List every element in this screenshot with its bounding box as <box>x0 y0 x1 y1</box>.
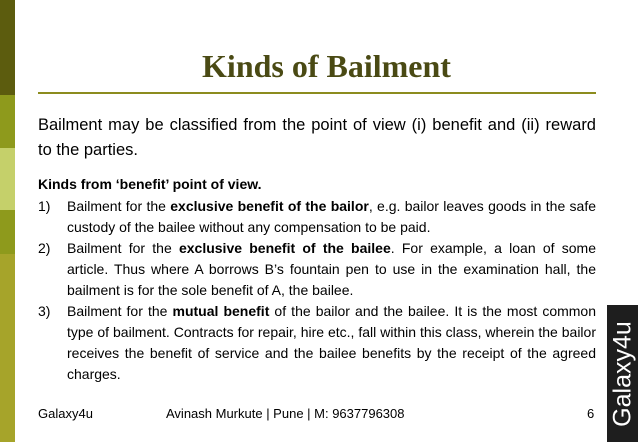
list-item <box>38 301 596 385</box>
logo-text: Galaxy4u <box>608 320 636 427</box>
item-text-before: Bailment for the <box>67 240 179 256</box>
list-item <box>38 196 596 238</box>
item-number: 3) <box>38 303 51 319</box>
section-subheading: Kinds from ‘benefit’ point of view. <box>38 176 262 192</box>
sidebar-segment <box>0 210 15 254</box>
item-bold-phrase: exclusive benefit of the bailee <box>178 240 391 256</box>
item-number: 2) <box>38 240 51 256</box>
item-bold-phrase: exclusive benefit of the bailor <box>170 198 369 214</box>
list-item <box>38 238 596 301</box>
item-number: 1) <box>38 198 51 214</box>
footer-brand: Galaxy4u <box>38 406 93 421</box>
galaxy4u-logo <box>607 305 638 442</box>
sidebar-segment <box>0 95 15 148</box>
page-number: 6 <box>587 406 595 421</box>
slide-title: Kinds of Bailment <box>202 48 451 84</box>
item-text-after: . For example, a loan of some article. Thus where A borrows B’s fountain pen to use in the examination hall, the bailment is for the sole benefit of A, the bailee. <box>67 240 597 298</box>
title-divider <box>38 92 596 94</box>
sidebar-segment <box>0 0 15 95</box>
item-text-before: Bailment for the <box>67 198 171 214</box>
decorative-sidebar <box>0 0 15 442</box>
footer-author: Avinash Murkute | Pune | M: 9637796308 <box>166 406 405 421</box>
sidebar-segment <box>0 254 15 442</box>
intro-paragraph: Bailment may be classified from the point of view (i) benefit and (ii) reward to the parties. <box>38 116 596 159</box>
item-text-after: , e.g. bailor leaves goods in the safe custody of the bailee without any compensation to be paid. <box>67 198 597 235</box>
bailment-kinds-list <box>38 196 596 385</box>
item-text-after: of the bailor and the bailee. It is the most common type of bailment. Contracts for repair, hire etc., fall within this class, wherein the bailor receives the benefit of service and the bailee benefits by the receipt of the agreed charges. <box>67 303 596 382</box>
item-bold-phrase: mutual benefit <box>172 303 270 319</box>
item-text-before: Bailment for the <box>67 303 173 319</box>
sidebar-segment <box>0 148 15 210</box>
